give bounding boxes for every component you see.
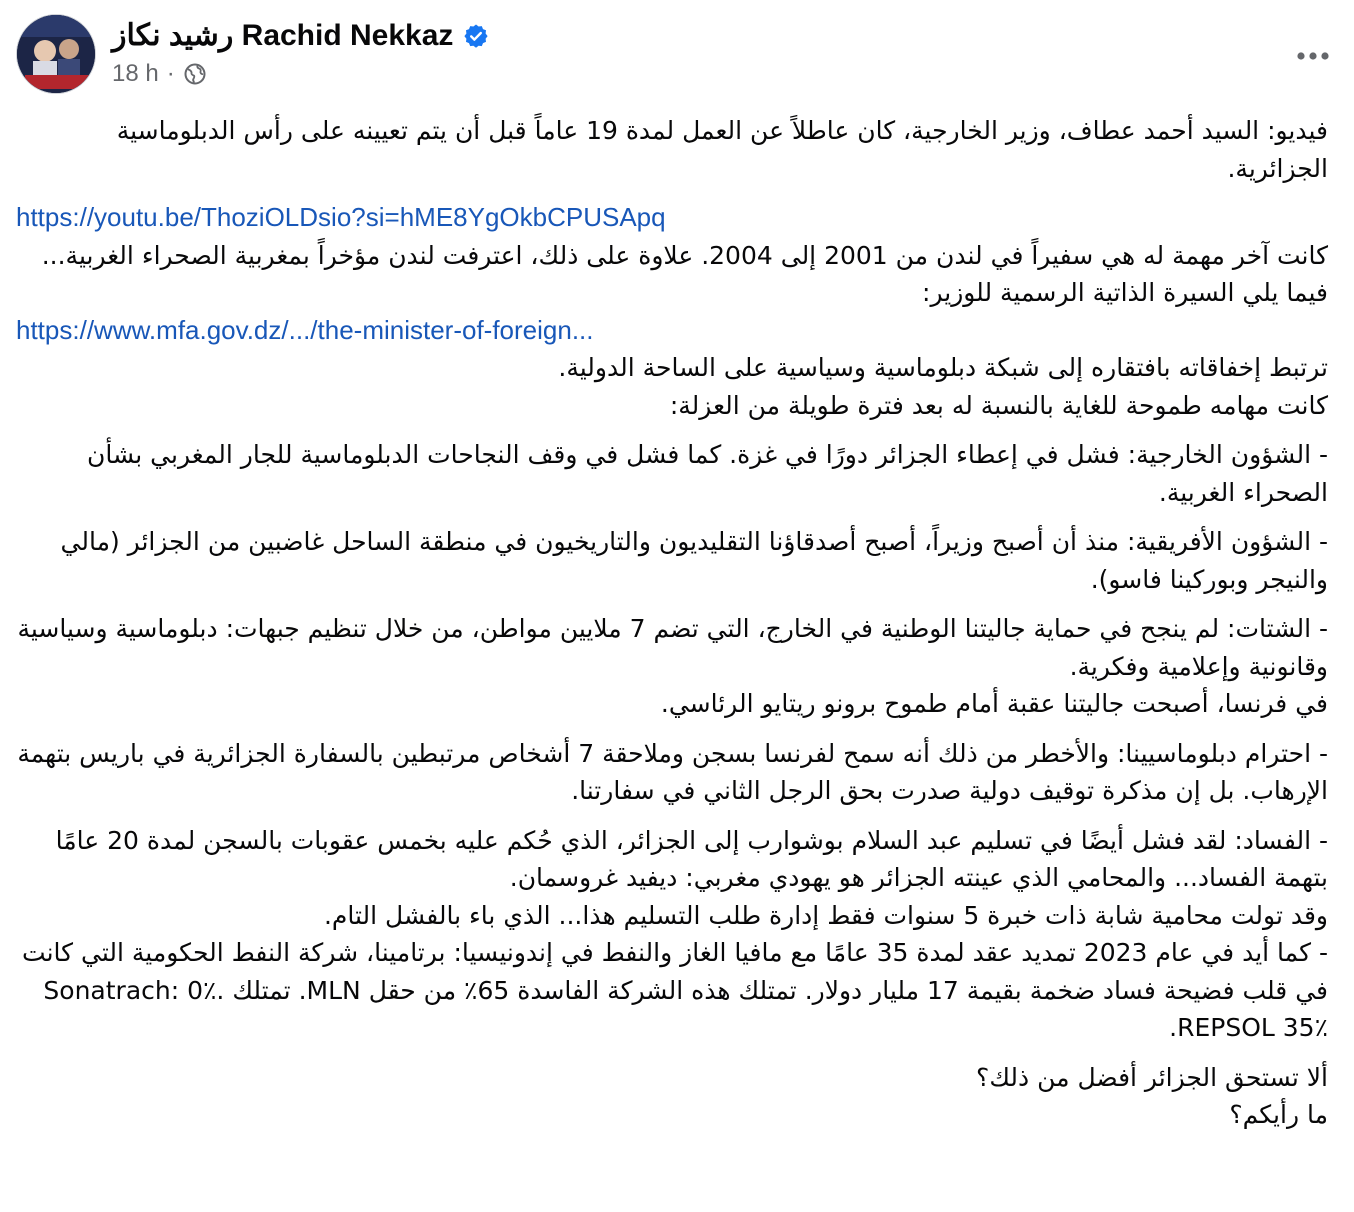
- globe-icon[interactable]: [183, 62, 207, 86]
- post-header: [16, 14, 1338, 96]
- post-paragraph: - كما أيد في عام 2023 تمديد عقد لمدة 35 عامًا مع مافيا الغاز والنفط في إندونيسيا: برتامينا، شركة النفط الحكومية التي كانت في قلب فضيحة فساد ضخمة بقيمة 17 مليار دولار. تمتلك هذه الشركة الفاسدة 65٪ من حقل MLN. تمتلك Sonatrach: 0٪. REPSOL 35٪.: [22, 938, 1328, 1042]
- post-paragraph: كانت مهامه طموحة للغاية بالنسبة له بعد فترة طويلة من العزلة:: [669, 390, 1328, 420]
- avatar-image: [17, 15, 96, 94]
- more-options-button[interactable]: [1290, 36, 1336, 76]
- post-body: [16, 112, 1328, 1134]
- verified-badge-icon: [463, 23, 489, 49]
- post-paragraph: وقد تولت محامية شابة ذات خبرة 5 سنوات فقط إدارة طلب التسليم هذا... الذي باء بالفشل التام.: [323, 900, 1328, 930]
- author-name[interactable]: رشيد نكاز Rachid Nekkaz: [112, 19, 454, 52]
- post-meta: [112, 60, 207, 88]
- meta-separator: ·: [166, 60, 175, 87]
- post-paragraph: في فرنسا، أصبحت جاليتنا عقبة أمام طموح برونو ريتايو الرئاسي.: [660, 689, 1328, 718]
- post-timestamp[interactable]: 18 h: [112, 60, 159, 87]
- author-name-row: [112, 18, 489, 53]
- post-paragraph: - الفساد: لقد فشل أيضًا في تسليم عبد السلام بوشوارب إلى الجزائر، الذي حُكم عليه بخمس عقوبات بالسجن لمدة 20 عامًا بتهمة الفساد... والمحامي الذي عينته الجزائر هو يهودي مغربي: ديفيد غروسمان.: [55, 825, 1328, 892]
- author-avatar[interactable]: [16, 14, 96, 94]
- post-paragraph: فيما يلي السيرة الذاتية الرسمية للوزير:: [922, 278, 1328, 307]
- post-paragraph: فيديو: السيد أحمد عطاف، وزير الخارجية، كان عاطلاً عن العمل لمدة 19 عاماً قبل أن يتم تعيينه على رأس الدبلوماسية الجزائرية.: [116, 116, 1328, 183]
- post-paragraph: ما رأيكم؟: [1229, 1100, 1328, 1129]
- post-paragraph: - الشؤون الأفريقية: منذ أن أصبح وزيراً، أصبح أصدقاؤنا التقليديون والتاريخيون في منطقة الساحل غاضبين من الجزائر (مالي والنيجر وبوركينا فاسو).: [60, 527, 1328, 594]
- post-paragraph: ترتبط إخفاقاته بافتقاره إلى شبكة دبلوماسية وسياسية على الساحة الدولية.: [558, 353, 1328, 382]
- post-paragraph: - الشؤون الخارجية: فشل في إعطاء الجزائر دورًا في غزة. كما فشل في وقف النجاحات الدبلوماسية للجار المغربي بشأن الصحراء الغربية.: [86, 440, 1328, 507]
- post-paragraph: - الشتات: لم ينجح في حماية جاليتنا الوطنية في الخارج، التي تضم 7 ملايين مواطن، من خلال تنظيم جبهات: دبلوماسية وسياسية وقانونية وإعلامية وفكرية.: [17, 614, 1328, 681]
- more-options-icon: [1293, 50, 1333, 62]
- post-paragraph: ألا تستحق الجزائر أفضل من ذلك؟: [976, 1062, 1328, 1092]
- post-paragraph: كانت آخر مهمة له هي سفيراً في لندن من 2001 إلى 2004. علاوة على ذلك، اعترفت لندن مؤخراً بمغربية الصحراء الغربية...: [41, 240, 1328, 270]
- post-paragraph: - احترام دبلوماسيينا: والأخطر من ذلك أنه سمح لفرنسا بسجن وملاحقة 7 أشخاص مرتبطين بالسفارة الجزائرية في باريس بتهمة الإرهاب. بل إن مذكرة توقيف دولية صدرت بحق الرجل الثاني في سفارتنا.: [17, 738, 1328, 805]
- youtube-link[interactable]: https://youtu.be/ThoziOLDsio?si=hME8YgOkbCPUSApq: [16, 202, 666, 232]
- mfa-link[interactable]: https://www.mfa.gov.dz/.../the-minister-of-foreign...: [16, 314, 594, 345]
